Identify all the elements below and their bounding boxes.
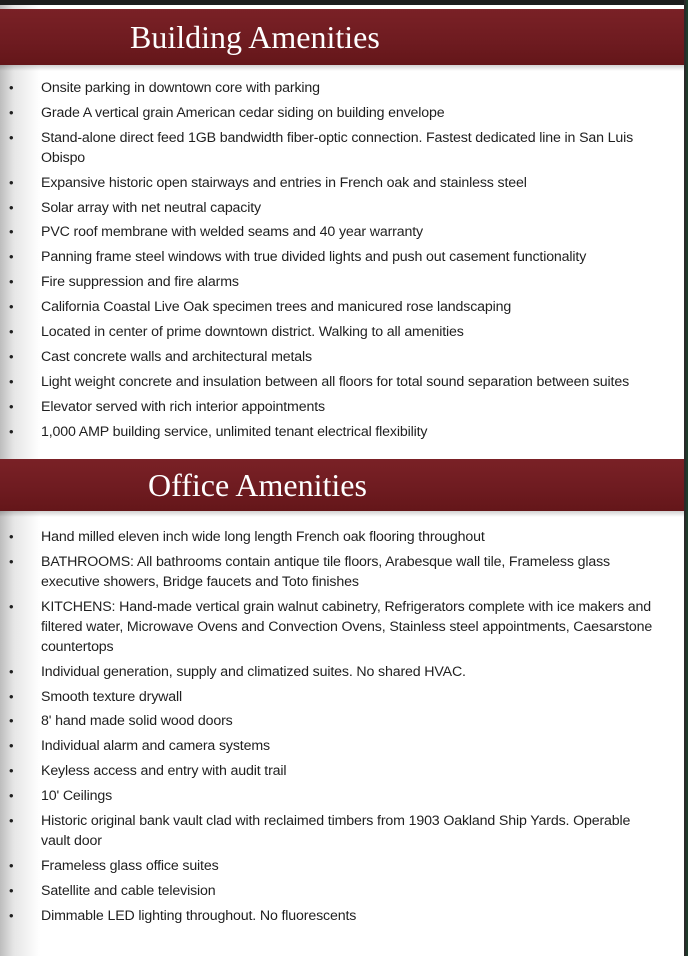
top-border bbox=[0, 0, 688, 5]
list-item-text: Hand milled eleven inch wide long length French oak flooring throughout bbox=[41, 529, 485, 545]
list-item-text: Individual generation, supply and climatized suites. No shared HVAC. bbox=[41, 663, 466, 680]
bullet-icon: • bbox=[9, 688, 14, 704]
list-item-text: 8' hand made solid wood doors bbox=[41, 713, 233, 730]
list-item-text: Panning frame steel windows with true divided lights and push out casement functionality bbox=[41, 249, 587, 266]
list-item bbox=[0, 247, 670, 267]
bullet-icon: • bbox=[9, 788, 14, 804]
list-item-text: 10' Ceilings bbox=[41, 788, 113, 805]
bullet-icon: • bbox=[9, 174, 14, 190]
list-item bbox=[0, 662, 670, 682]
list-item-text: Onsite parking in downtown core with parking bbox=[41, 80, 320, 96]
list-item bbox=[0, 552, 670, 592]
list-item bbox=[0, 322, 670, 342]
bullet-icon: • bbox=[9, 553, 14, 569]
list-item-text: Stand-alone direct feed 1GB bandwidth fiber-optic connection. Fastest dedicated line in San Luis Obispo bbox=[41, 129, 634, 166]
banner-shadow bbox=[0, 511, 684, 517]
list-item-text: Light weight concrete and insulation between all floors for total sound separation between suites bbox=[41, 373, 630, 390]
bullet-icon: • bbox=[9, 80, 14, 95]
list-item bbox=[0, 347, 670, 367]
building-amenities-banner bbox=[0, 9, 684, 65]
list-item-text: Frameless glass office suites bbox=[41, 857, 219, 874]
list-item-text: California Coastal Live Oak specimen trees and manicured rose landscaping bbox=[41, 299, 512, 316]
bullet-icon: • bbox=[9, 907, 14, 923]
list-item bbox=[0, 128, 670, 168]
list-item bbox=[0, 173, 670, 193]
bullet-icon: • bbox=[9, 324, 14, 340]
list-item-text: Dimmable LED lighting throughout. No fluorescents bbox=[41, 907, 357, 924]
bullet-icon: • bbox=[9, 373, 14, 389]
building-amenities-title: Building Amenities bbox=[130, 19, 380, 55]
list-item-text: Satellite and cable television bbox=[41, 882, 216, 899]
list-item bbox=[0, 527, 670, 547]
list-item bbox=[0, 297, 670, 317]
bullet-icon: • bbox=[9, 398, 14, 414]
list-item-text: PVC roof membrane with welded seams and 40 year warranty bbox=[41, 224, 423, 241]
bullet-icon: • bbox=[9, 738, 14, 754]
list-item bbox=[0, 811, 670, 851]
bullet-icon: • bbox=[9, 663, 14, 679]
bullet-icon: • bbox=[9, 274, 14, 290]
list-item-text: Historic original bank vault clad with reclaimed timbers from 1903 Oakland Ship Yards. Operable vault door bbox=[41, 813, 631, 850]
list-item-text: Fire suppression and fire alarms bbox=[41, 274, 239, 291]
bullet-icon: • bbox=[9, 348, 14, 364]
bullet-icon: • bbox=[9, 882, 14, 898]
list-item-text: Expansive historic open stairways and entries in French oak and stainless steel bbox=[41, 174, 527, 191]
bullet-icon: • bbox=[9, 299, 14, 315]
list-item bbox=[0, 397, 670, 417]
bullet-icon: • bbox=[9, 529, 14, 544]
bullet-icon: • bbox=[9, 813, 14, 829]
list-item bbox=[0, 906, 670, 926]
list-item-text: Individual alarm and camera systems bbox=[41, 738, 270, 755]
list-item bbox=[0, 597, 670, 657]
list-item bbox=[0, 198, 670, 218]
list-item-text: Cast concrete walls and architectural metals bbox=[41, 348, 312, 365]
list-item-text: 1,000 AMP building service, unlimited tenant electrical flexibility bbox=[41, 423, 428, 440]
list-item-text: Located in center of prime downtown district. Walking to all amenities bbox=[41, 324, 464, 341]
list-item-text: Elevator served with rich interior appointments bbox=[41, 398, 325, 415]
bullet-icon: • bbox=[9, 104, 14, 120]
list-item-text: BATHROOMS: All bathrooms contain antique tile floors, Arabesque wall tile, Frameless glass executive showers, Bridge faucets and Toto finishes bbox=[41, 553, 610, 590]
list-item bbox=[0, 272, 670, 292]
banner-shadow bbox=[0, 65, 684, 71]
list-item bbox=[0, 761, 670, 781]
list-item-text: Smooth texture drywall bbox=[41, 688, 182, 705]
list-item bbox=[0, 711, 670, 731]
list-item bbox=[0, 856, 670, 876]
list-item-text: KITCHENS: Hand-made vertical grain walnut cabinetry, Refrigerators complete with ice makers and filtered water, Microwave Ovens and Convection Ovens, Stainless steel appointments, Caesarstone countertops bbox=[41, 598, 653, 655]
bullet-icon: • bbox=[9, 713, 14, 729]
bullet-icon: • bbox=[9, 224, 14, 240]
building-amenities-list bbox=[0, 78, 670, 446]
list-item-text: Solar array with net neutral capacity bbox=[41, 199, 261, 216]
list-item bbox=[0, 372, 670, 392]
list-item bbox=[0, 687, 670, 707]
list-item-text: Keyless access and entry with audit trail bbox=[41, 763, 287, 780]
list-item-text: Grade A vertical grain American cedar siding on building envelope bbox=[41, 104, 445, 121]
bullet-icon: • bbox=[9, 129, 14, 145]
list-item bbox=[0, 786, 670, 806]
office-amenities-banner bbox=[0, 459, 684, 511]
list-item bbox=[0, 736, 670, 756]
bullet-icon: • bbox=[9, 763, 14, 779]
bullet-icon: • bbox=[9, 249, 14, 265]
bullet-icon: • bbox=[9, 423, 14, 439]
list-item bbox=[0, 881, 670, 901]
bullet-icon: • bbox=[9, 199, 14, 215]
list-item bbox=[0, 222, 670, 242]
bullet-icon: • bbox=[9, 857, 14, 873]
list-item bbox=[0, 103, 670, 123]
list-item bbox=[0, 78, 670, 98]
office-amenities-list bbox=[0, 527, 670, 931]
list-item bbox=[0, 422, 670, 442]
bullet-icon: • bbox=[9, 598, 14, 614]
office-amenities-title: Office Amenities bbox=[148, 467, 367, 503]
